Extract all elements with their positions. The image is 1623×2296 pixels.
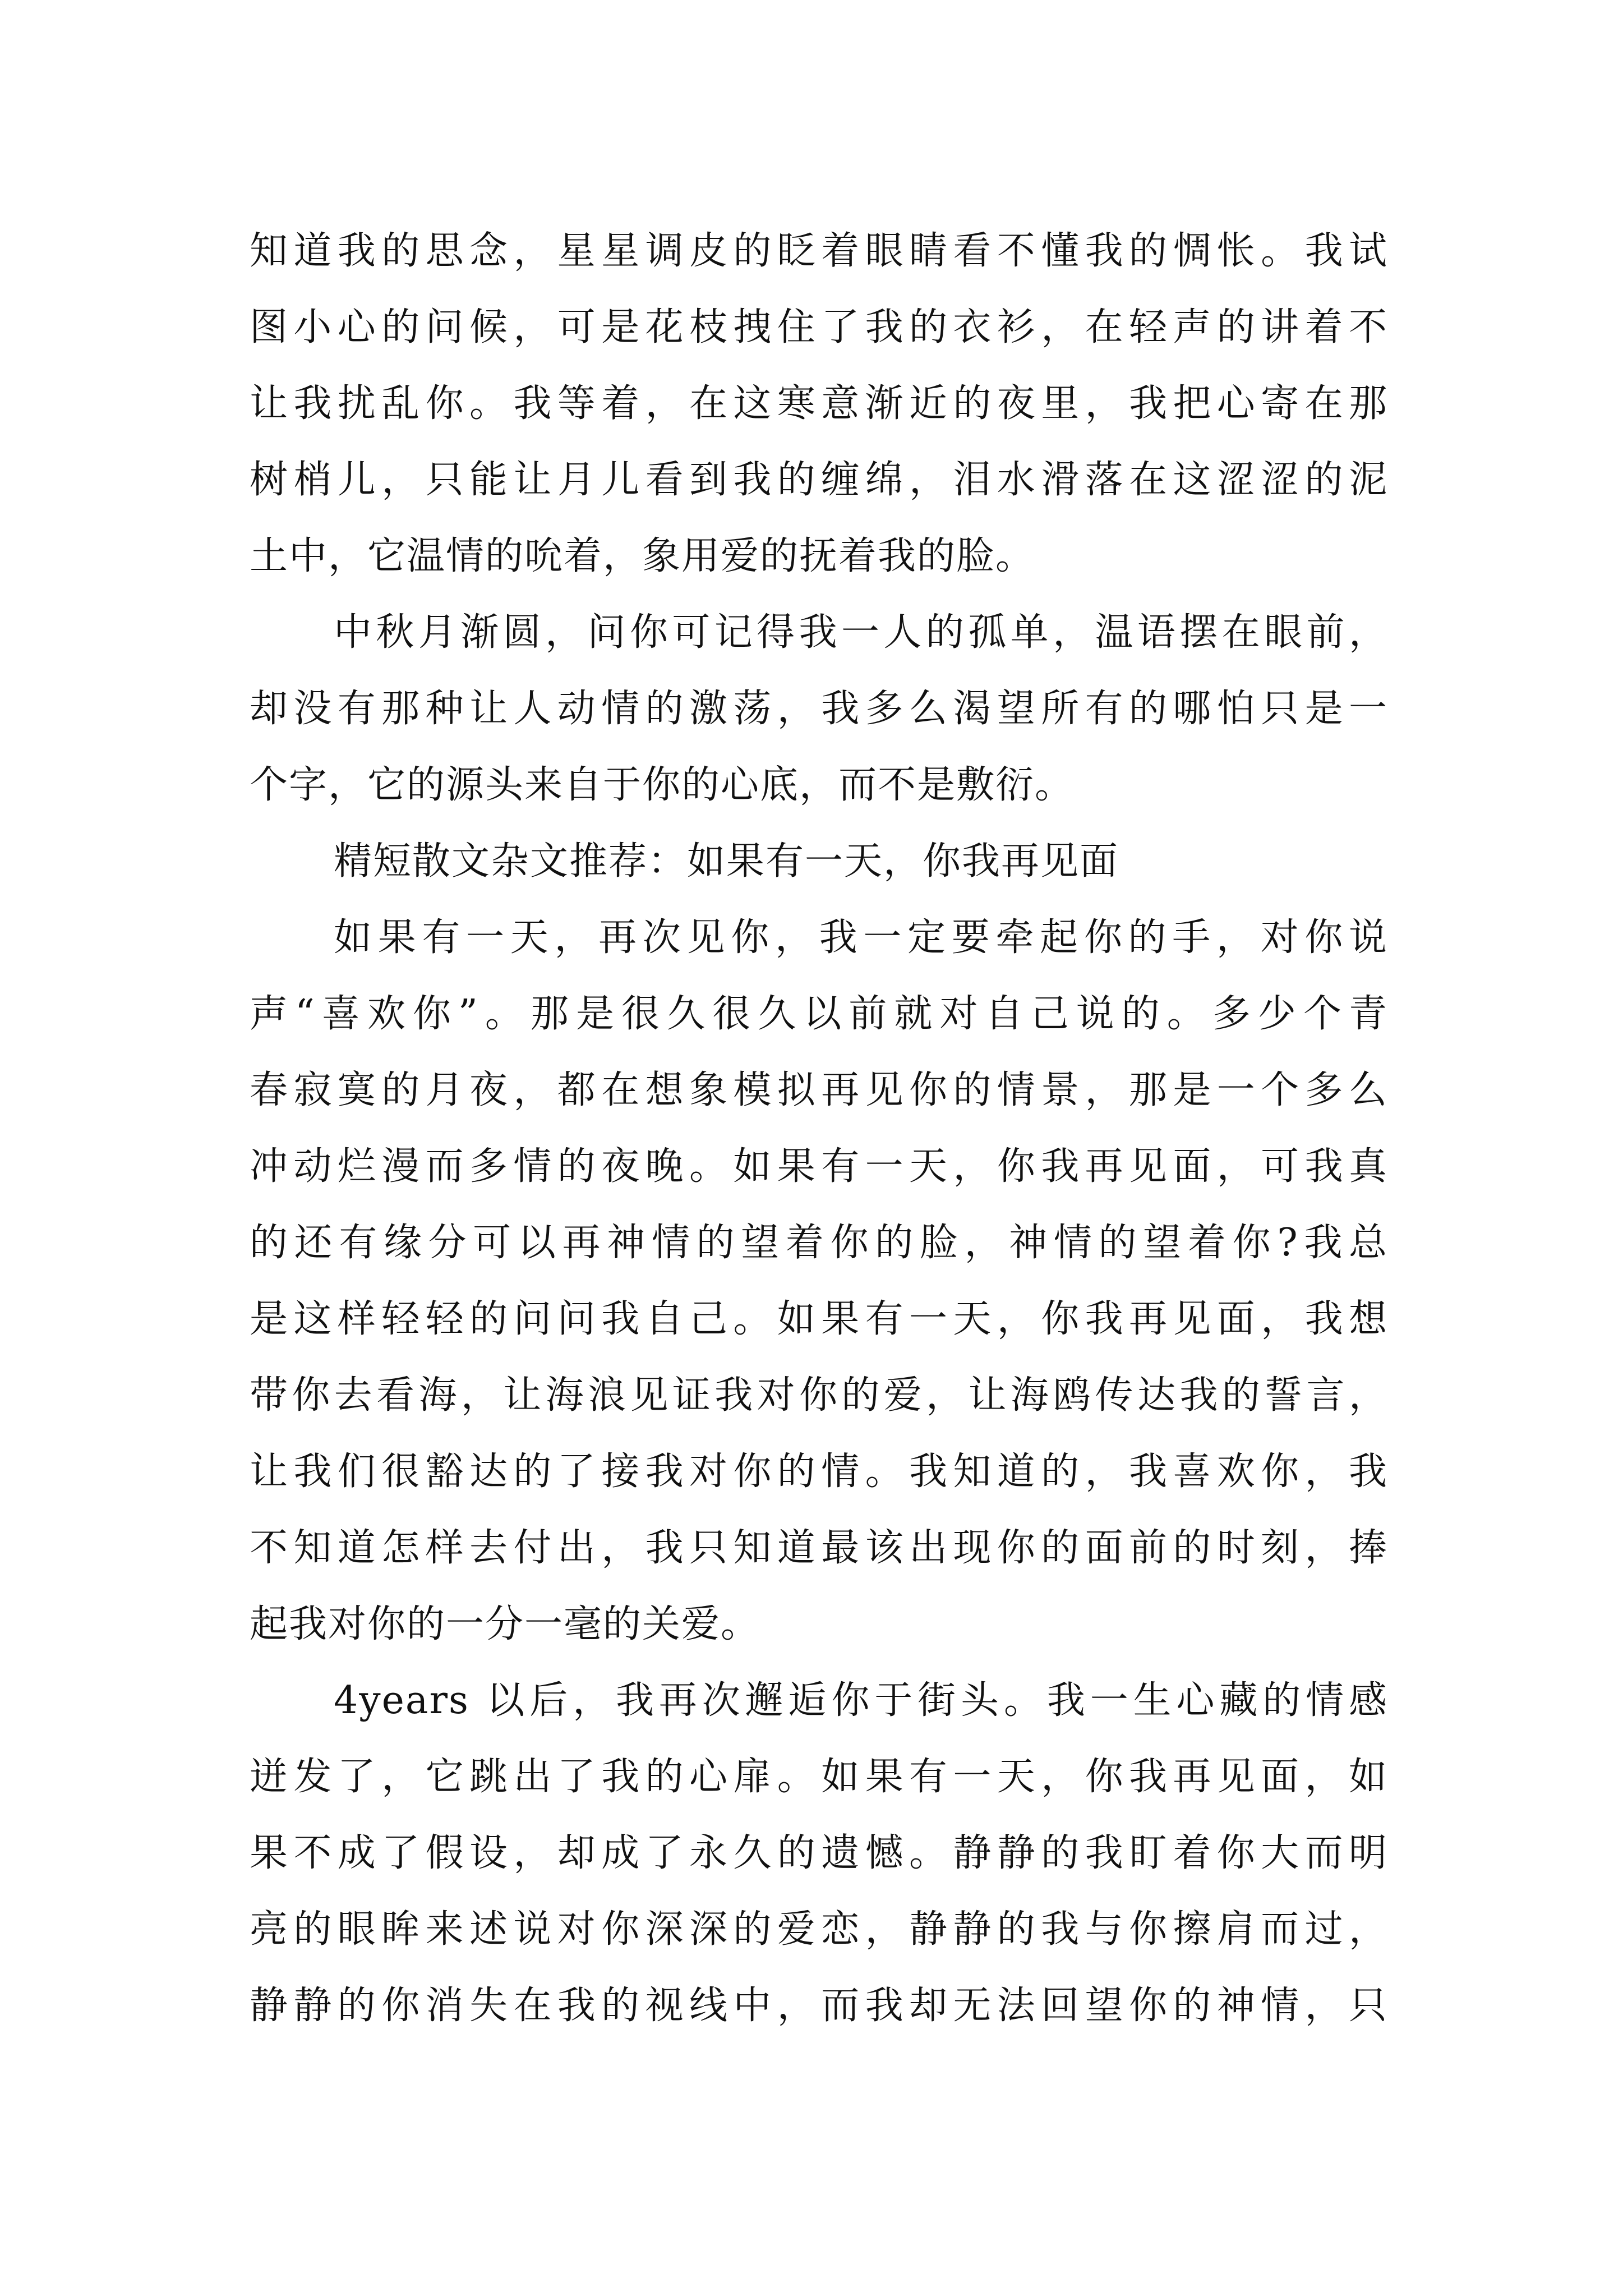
- text-line: 个字，它的源头来自于你的心底，而不是敷衍。: [250, 763, 1075, 807]
- body-text: [250, 213, 1388, 2044]
- text-line: 声“喜欢你”。那是很久很久以前就对自己说的。多少个青: [250, 992, 1388, 1036]
- text-line: 是这样轻轻的问问我自己。如果有一天，你我再见面，我想: [250, 1297, 1388, 1341]
- text-line: 让我们很豁达的了接我对你的情。我知道的，我喜欢你，我: [250, 1450, 1388, 1494]
- text-line: 知道我的思念，星星调皮的眨着眼睛看不懂我的惆怅。我试: [250, 229, 1388, 273]
- text-line: 土中，它温情的吮着，象用爱的抚着我的脸。: [250, 534, 1035, 578]
- text-line: 亮的眼眸来述说对你深深的爱恋，静静的我与你擦肩而过，: [250, 1907, 1388, 1952]
- text-line: 起我对你的一分一毫的关爱。: [250, 1602, 760, 1646]
- text-line: 不知道怎样去付出，我只知道最该出现你的面前的时刻，捧: [250, 1526, 1388, 1570]
- text-line: 却没有那种让人动情的激荡，我多么渴望所有的哪怕只是一: [250, 687, 1388, 731]
- text-line: 中秋月渐圆，问你可记得我一人的孤单，温语摆在眼前，: [334, 610, 1388, 655]
- text-line: 图小心的问候，可是花枝拽住了我的衣衫，在轻声的讲着不: [250, 305, 1388, 349]
- text-line: 的还有缘分可以再神情的望着你的脸，神情的望着你?我总: [250, 1221, 1388, 1265]
- text-line: 如果有一天，再次见你，我一定要牵起你的手，对你说: [334, 915, 1388, 960]
- text-line: 冲动烂漫而多情的夜晚。如果有一天，你我再见面，可我真: [250, 1144, 1388, 1189]
- text-line: 带你去看海，让海浪见证我对你的爱，让海鸥传达我的誓言，: [250, 1373, 1388, 1418]
- text-line: 静静的你消失在我的视线中，而我却无法回望你的神情，只: [250, 1984, 1388, 2028]
- text-line: 树梢儿，只能让月儿看到我的缠绵，泪水滑落在这涩涩的泥: [250, 458, 1388, 502]
- text-line: 让我扰乱你。我等着，在这寒意渐近的夜里，我把心寄在那: [250, 381, 1388, 426]
- text-line: 果不成了假设，却成了永久的遗憾。静静的我盯着你大而明: [250, 1831, 1388, 1875]
- text-line: 4years 以后，我再次邂逅你于街头。我一生心藏的情感: [334, 1678, 1388, 1723]
- text-line: 精短散文杂文推荐：如果有一天，你我再见面: [334, 839, 1119, 884]
- text-line: 春寂寞的月夜，都在想象模拟再见你的情景，那是一个多么: [250, 1068, 1388, 1112]
- text-line: 迸发了，它跳出了我的心扉。如果有一天，你我再见面，如: [250, 1755, 1388, 1799]
